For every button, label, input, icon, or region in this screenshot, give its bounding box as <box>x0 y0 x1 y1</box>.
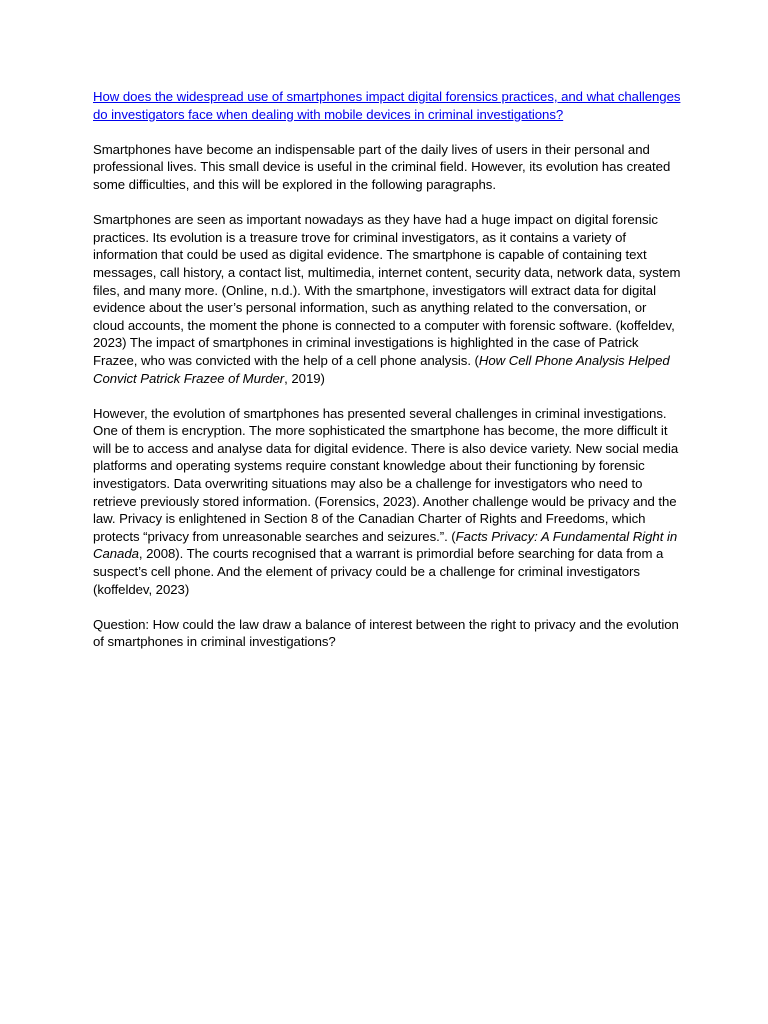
challenges-paragraph-text: However, the evolution of smartphones has presented several challenges in criminal investigations. One of them is encryption. The more sophisticated the smartphone has become, the more difficult it will be to access and analyse data for digital evidence. There is also device variety. New social media platforms and operating systems require constant knowledge about their functioning by forensic investigators. Data overwriting situations may also be a challenge for investigators who need to retrieve previously stored information. (Forensics, 2023). Another challenge would be privacy and the law. Privacy is enlightened in Section 8 of the Canadian Charter of Rights and Freedoms, which protects “privacy from unreasonable searches and seizures.”. ( <box>93 405 679 544</box>
intro-paragraph: Smartphones have become an indispensable part of the daily lives of users in their personal and professional lives. This small device is useful in the criminal field. However, its evolution has created some difficulties, and this will be explored in the following paragraphs. <box>93 141 671 192</box>
challenges-citation-title: Facts Privacy: A Fundamental Right in Canada <box>93 528 678 562</box>
title-question-link[interactable]: How does the widespread use of smartphones impact digital forensics practices, and what challenges do investigators face when dealing with mobile devices in criminal investigations? <box>93 89 681 122</box>
impact-paragraph-text: Smartphones are seen as important nowadays as they have had a huge impact on digital forensic practices. Its evolution is a treasure trove for criminal investigators, as it contains a variety of information that could be used as digital evidence. The smartphone is capable of containing text messages, call history, a contact list, multimedia, internet content, security data, network data, system files, and many more. (Online, n.d.). With the smartphone, investigators will extract data for digital evidence about the user’s personal information, such as anything related to the conversation, or cloud accounts, the moment the phone is connected to a computer with forensic software. (koffeldev, 2023) The impact of smartphones in criminal investigations is highlighted in the case of Patrick Frazee, who was convicted with the help of a cell phone analysis. ( <box>93 212 681 368</box>
impact-citation-title: How Cell Phone Analysis Helped Convict Patrick Frazee of Murder <box>93 352 670 386</box>
impact-paragraph <box>93 211 681 387</box>
question-paragraph: Question: How could the law draw a balance of interest between the right to privacy and the evolution of smartphones in criminal investigations? <box>93 616 679 650</box>
impact-citation-tail: , 2019) <box>284 370 325 386</box>
document-body <box>93 88 681 669</box>
challenges-citation-tail: , 2008). The courts recognised that a warrant is primordial before searching for data from a suspect’s cell phone. And the element of privacy could be a challenge for criminal investigators (koffeldev, 2023) <box>93 546 664 597</box>
challenges-paragraph <box>93 405 681 599</box>
